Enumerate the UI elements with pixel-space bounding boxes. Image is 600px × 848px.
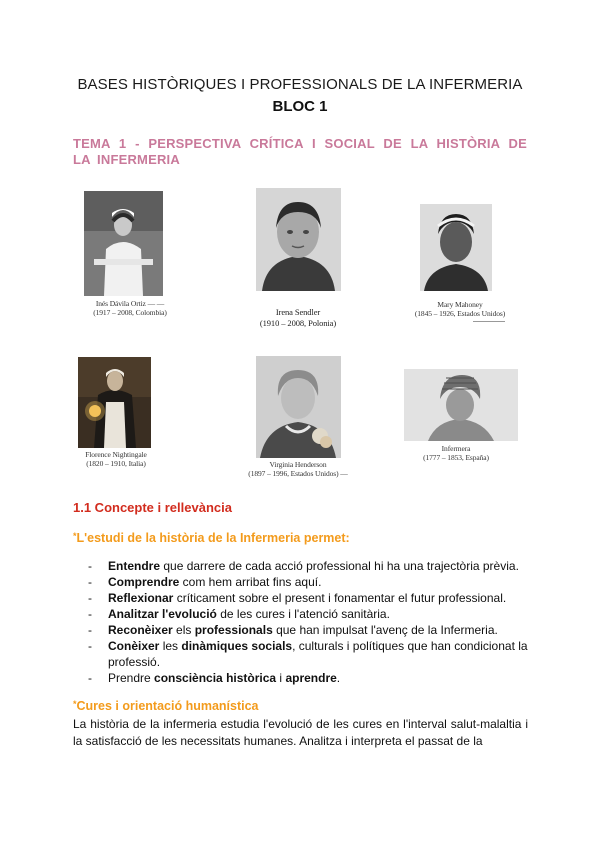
photo-virginia-henderson	[256, 356, 341, 458]
list-item: - Entendre que darrere de cada acció professional hi ha una trajectòria prèvia.	[88, 559, 519, 573]
photo-caption: Irena Sendler (1910 – 2008, Polonia)	[259, 307, 337, 328]
list-item: - Conèixer les dinàmiques socials, culturals i polítiques que han condicionat la professió.	[88, 639, 528, 669]
section-heading: 1.1 Concepte i rellevància	[73, 500, 232, 515]
photo-ines-davila	[84, 191, 163, 296]
document-subtitle: BLOC 1	[272, 98, 328, 115]
photo-irena-sendler	[256, 188, 341, 291]
photo-florence-nightingale	[78, 357, 151, 448]
list-item: - Prendre consciència històrica i aprendre.	[88, 671, 341, 685]
photo-caption: Infermera (1777 – 1853, España)	[423, 444, 489, 462]
document-title: BASES HISTÒRIQUES I PROFESSIONALS DE LA INFERMERIA	[77, 76, 523, 93]
benefits-list	[88, 558, 538, 686]
list-item: - Reflexionar críticament sobre el present i fonamentar el futur professional.	[88, 591, 507, 605]
list-item: - Analitzar l'evolució de les cures i l'atenció sanitària.	[88, 607, 390, 621]
caption-rule	[473, 321, 505, 322]
photo-mary-mahoney	[420, 204, 492, 291]
list-item: - Reconèixer els professionals que han impulsat l'avenç de la Infermeria.	[88, 623, 498, 637]
photo-caption: Inés Dávila Ortiz — — (1917 – 2008, Colombia)	[93, 299, 167, 317]
body-paragraph: La història de la infermeria estudia l'evolució de les cures en l'interval salut-malaltia i la satisfacció de les necessitats humanes. Analitza i interpreta el passat de la	[73, 717, 528, 748]
photo-caption: Mary Mahoney (1845 – 1926, Estados Unidos)	[414, 300, 506, 318]
photo-caption: Virginia Henderson (1897 – 1996, Estados Unidos) —	[248, 460, 348, 478]
photo-infermera-engraving	[404, 369, 518, 441]
photo-caption: Florence Nightingale (1820 – 1910, Italia)	[85, 450, 147, 468]
cures-heading: *Cures i orientació humanística	[73, 699, 259, 713]
lead-heading: *L'estudi de la història de la Infermeria permet:	[73, 531, 350, 545]
list-item: - Comprendre com hem arribat fins aquí.	[88, 575, 322, 589]
topic-heading: TEMA 1 - PERSPECTIVA CRÍTICA I SOCIAL DE LA HISTÒRIA DE LA INFERMERIA	[73, 136, 527, 167]
